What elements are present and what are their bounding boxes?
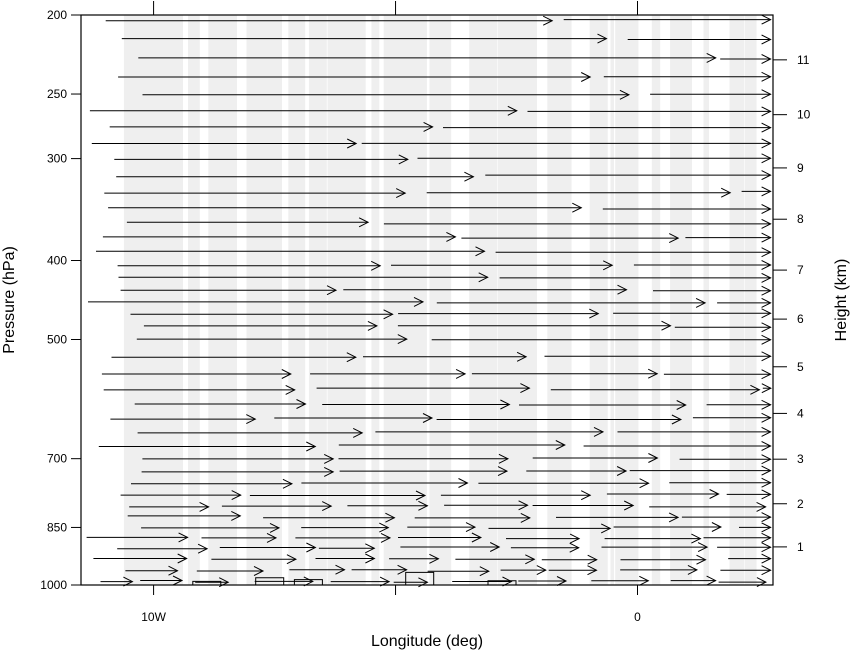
shading-band	[520, 15, 537, 585]
shading-band	[188, 15, 200, 585]
shading-band	[211, 15, 213, 585]
shading-band	[288, 15, 305, 585]
y-tick-label-right: 9	[797, 160, 804, 175]
y-tick-label-right: 5	[797, 359, 804, 374]
shading-band	[261, 15, 280, 585]
shading-band	[590, 15, 607, 585]
y-tick-label-left: 1000	[40, 578, 67, 592]
shading-band	[167, 15, 180, 585]
shading-band	[730, 15, 745, 585]
shading-band	[341, 15, 350, 585]
shading-band	[443, 15, 451, 585]
shading-band	[619, 15, 638, 585]
y-tick-label-right: 10	[797, 107, 811, 122]
y-axis-label-right: Height (km)	[833, 258, 850, 342]
x-axis-label: Longitude (deg)	[370, 633, 484, 650]
shading-band	[469, 15, 486, 585]
shading-band	[486, 15, 497, 585]
y-tick-label-left: 700	[46, 451, 67, 466]
y-tick-label-right: 4	[797, 406, 804, 421]
shading-band	[328, 15, 334, 585]
y-tick-label-right: 1	[797, 539, 804, 554]
y-tick-label-left: 250	[46, 87, 67, 102]
y-tick-label-right: 2	[797, 496, 804, 511]
x-tick-label: 10W	[141, 610, 166, 624]
y-tick-label-left: 850	[46, 520, 67, 535]
shading-band	[208, 15, 218, 585]
y-tick-label-left: 200	[46, 8, 67, 22]
shading-band	[129, 15, 144, 585]
x-tick-label: 0	[634, 610, 641, 624]
shading-band	[547, 15, 562, 585]
y-tick-label-left: 400	[46, 253, 67, 268]
shading-band	[611, 15, 615, 585]
shading-band	[384, 15, 404, 585]
y-tick-label-right: 11	[797, 52, 810, 67]
shading-band	[498, 15, 517, 585]
shading-band	[745, 15, 757, 585]
y-tick-label-right: 6	[797, 312, 804, 327]
y-tick-label-left: 300	[46, 151, 67, 166]
y-tick-label-right: 7	[797, 263, 804, 278]
y-axis-label-left: Pressure (hPa)	[1, 246, 18, 354]
shading-band	[704, 15, 710, 585]
y-tick-label-left: 500	[46, 332, 67, 347]
shading-band	[652, 15, 660, 585]
shading-band	[371, 15, 379, 585]
y-tick-label-right: 3	[797, 452, 804, 467]
shading-band	[309, 15, 327, 585]
shading-band	[670, 15, 686, 585]
shading-band	[158, 15, 167, 585]
y-tick-label-right: 8	[797, 212, 804, 227]
shading-band	[247, 15, 261, 585]
